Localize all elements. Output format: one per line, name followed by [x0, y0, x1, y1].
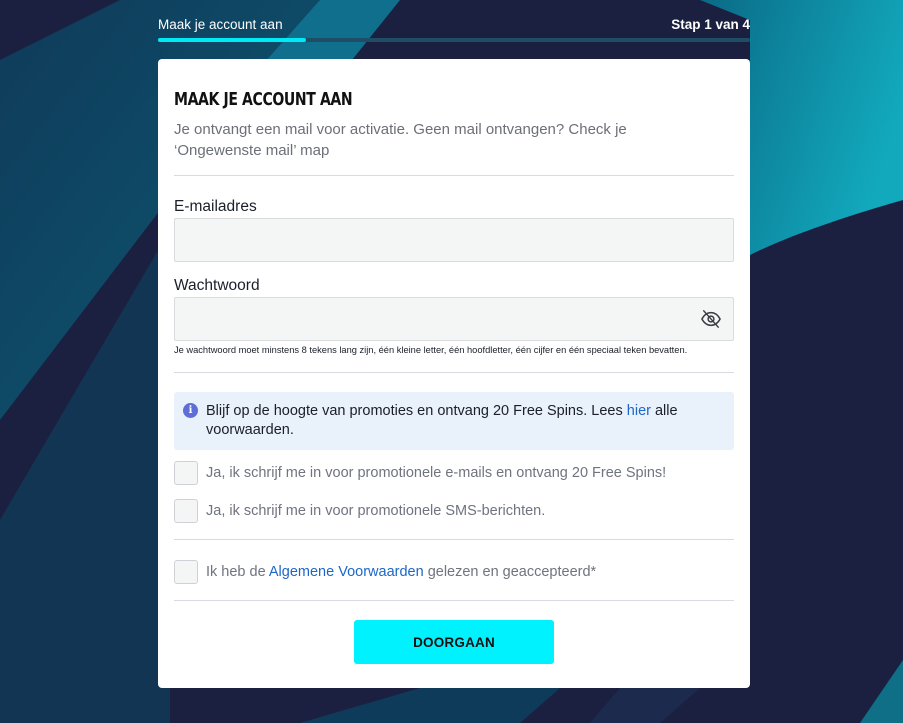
progress-step: Stap 1 van 4	[671, 17, 750, 32]
password-label: Wachtwoord	[174, 277, 260, 294]
info-text-before: Blijf op de hoogte van promoties en ontvang 20 Free Spins. Lees	[206, 403, 627, 419]
terms-text-after: gelezen en geaccepteerd*	[423, 564, 597, 580]
password-hint: Je wachtwoord moet minstens 8 tekens lang zijn, één kleine letter, één hoofdletter, één cijfer en één speciaal teken bevatten.	[174, 345, 688, 355]
progress-indicator	[158, 17, 750, 42]
eye-off-icon[interactable]	[700, 309, 724, 329]
email-label: E-mailadres	[174, 198, 257, 215]
progress-fill	[158, 38, 306, 42]
terms-link[interactable]: Algemene Voorwaarden	[268, 564, 424, 580]
info-icon: i	[183, 403, 198, 418]
promo-sms-checkbox[interactable]	[174, 499, 198, 523]
checkbox-row-terms	[174, 560, 596, 584]
page-title: MAAK JE ACCOUNT AAN	[174, 89, 353, 110]
promo-email-label: Ja, ik schrijf me in voor promotionele e-mails en ontvang 20 Free Spins!	[206, 465, 667, 481]
divider	[174, 539, 734, 540]
divider	[174, 600, 734, 601]
promo-sms-label: Ja, ik schrijf me in voor promotionele SMS-berichten.	[206, 503, 546, 519]
progress-title: Maak je account aan	[158, 17, 283, 32]
info-link[interactable]: hier	[626, 403, 651, 419]
checkbox-row-email	[174, 461, 666, 485]
divider	[174, 175, 734, 176]
divider	[174, 372, 734, 373]
checkbox-row-sms	[174, 499, 545, 523]
info-text-after: alle voorwaarden.	[206, 403, 678, 438]
progress-track	[158, 38, 750, 42]
signup-card	[158, 59, 750, 688]
password-input[interactable]	[174, 297, 734, 341]
promo-email-checkbox[interactable]	[174, 461, 198, 485]
terms-text-before: Ik heb de	[206, 564, 269, 580]
page-subtitle: Je ontvangt een mail voor activatie. Geen mail ontvangen? Check je ‘Ongewenste mail’ map	[174, 121, 627, 159]
promo-info-box	[174, 392, 734, 450]
terms-label	[206, 564, 596, 580]
continue-button[interactable]: DOORGAAN	[354, 620, 554, 664]
email-input[interactable]	[174, 218, 734, 262]
terms-checkbox[interactable]	[174, 560, 198, 584]
